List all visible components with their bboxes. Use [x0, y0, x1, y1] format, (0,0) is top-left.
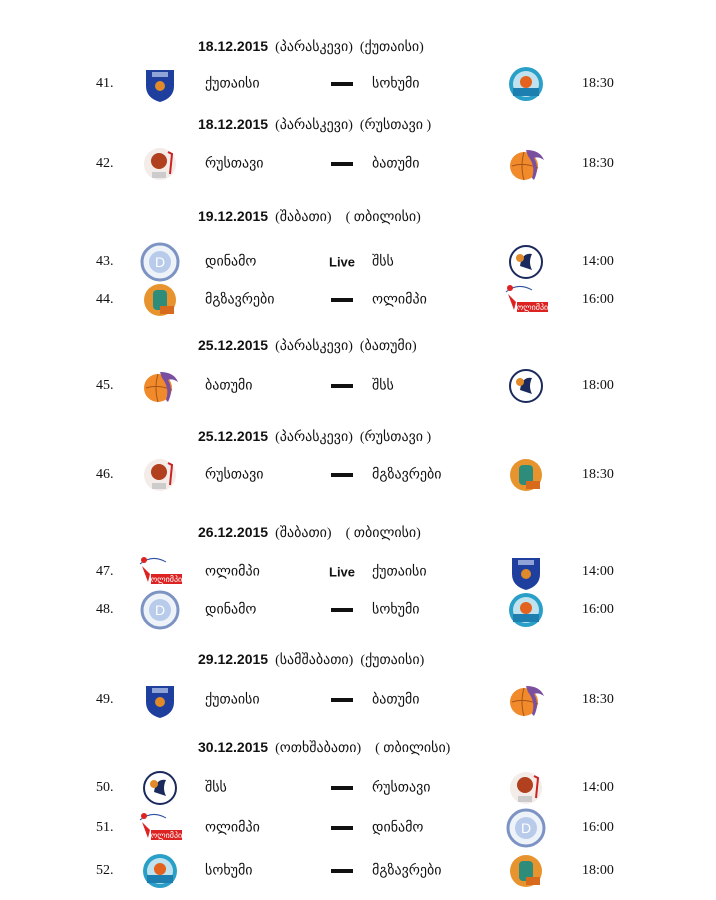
dinamo-logo-icon: [138, 590, 182, 630]
date-header: [198, 739, 450, 757]
match-date: 18.12.2015: [198, 116, 269, 132]
kickoff-time: 16:00: [582, 820, 614, 835]
home-team-name: დინამო: [205, 254, 257, 270]
live-label: Live: [329, 254, 356, 270]
home-team-name: ოლიმპი: [205, 564, 260, 580]
svg-text:ოლიმპი: ოლიმპი: [516, 303, 548, 312]
match-number: 43.: [96, 254, 114, 269]
match-date: 25.12.2015: [198, 428, 269, 444]
venue-city: (ბათუმი): [359, 339, 417, 354]
home-team-name: სოხუმი: [205, 863, 253, 879]
kickoff-time: 14:00: [582, 780, 614, 795]
kickoff-time: 16:00: [582, 602, 614, 617]
svg-text:ოლიმპი: ოლიმპი: [150, 831, 182, 840]
versus-dash-icon: [331, 82, 353, 86]
date-header: [198, 337, 417, 355]
kickoff-time: 18:30: [582, 692, 614, 707]
away-team-name: რუსთავი: [372, 780, 431, 796]
mgzavrebi-logo-icon: [504, 851, 548, 891]
rustavi-logo-icon: [138, 455, 182, 495]
shss-logo-icon: [138, 768, 182, 808]
sokhumi-logo-icon: [138, 851, 182, 891]
rustavi-logo-icon: [138, 144, 182, 184]
match-number: 52.: [96, 863, 114, 878]
olimpi-logo-icon: [138, 808, 182, 848]
away-team-name: სოხუმი: [372, 602, 420, 618]
versus-dash-icon: [331, 698, 353, 702]
date-header: [198, 116, 431, 134]
rustavi-logo-icon: [504, 768, 548, 808]
kickoff-time: 18:00: [582, 863, 614, 878]
kickoff-time: 14:00: [582, 254, 614, 269]
kickoff-time: 14:00: [582, 564, 614, 579]
olimpi-logo-icon: [504, 280, 548, 320]
weekday: (სამშაბათი): [275, 653, 354, 668]
match-number: 46.: [96, 467, 114, 482]
svg-text:D: D: [154, 602, 166, 618]
away-team-name: ბათუმი: [372, 156, 420, 172]
home-team-name: რუსთავი: [205, 156, 264, 172]
mgzavrebi-logo-icon: [138, 280, 182, 320]
home-team-name: ქუთაისი: [205, 76, 260, 92]
away-team-name: მგზავრები: [372, 863, 442, 879]
batumi-logo-icon: [138, 366, 182, 406]
batumi-logo-icon: [504, 680, 548, 720]
batumi-logo-icon: [504, 144, 548, 184]
match-number: 47.: [96, 564, 114, 579]
venue-city: (რუსთავი ): [359, 118, 432, 133]
kickoff-time: 18:30: [582, 467, 614, 482]
match-number: 41.: [96, 76, 114, 91]
match-number: 44.: [96, 292, 114, 307]
mgzavrebi-logo-icon: [504, 455, 548, 495]
kutaisi-logo-icon: [138, 680, 182, 720]
weekday: (ოთხშაბათი): [275, 741, 362, 756]
kickoff-time: 18:00: [582, 378, 614, 393]
home-team-name: შსს: [205, 780, 227, 796]
home-team-name: დინამო: [205, 602, 257, 618]
venue-city: (რუსთავი ): [359, 430, 432, 445]
match-number: 48.: [96, 602, 114, 617]
kickoff-time: 16:00: [582, 292, 614, 307]
versus-dash-icon: [331, 298, 353, 302]
away-team-name: შსს: [372, 254, 394, 270]
date-header: [198, 524, 421, 542]
weekday: (პარასკევი): [275, 40, 353, 55]
sokhumi-logo-icon: [504, 64, 548, 104]
match-date: 18.12.2015: [198, 38, 269, 54]
versus-dash-icon: [331, 826, 353, 830]
kutaisi-logo-icon: [504, 552, 548, 592]
sokhumi-logo-icon: [504, 590, 548, 630]
date-header: [198, 208, 421, 226]
kickoff-time: 18:30: [582, 76, 614, 91]
weekday: (პარასკევი): [275, 339, 353, 354]
kickoff-time: 18:30: [582, 156, 614, 171]
home-team-name: ოლიმპი: [205, 820, 260, 836]
versus-dash-icon: [331, 162, 353, 166]
kutaisi-logo-icon: [138, 64, 182, 104]
away-team-name: შსს: [372, 378, 394, 394]
home-team-name: რუსთავი: [205, 467, 264, 483]
home-team-name: ქუთაისი: [205, 692, 260, 708]
match-number: 45.: [96, 378, 114, 393]
venue-city: ( თბილისი): [338, 526, 421, 541]
weekday: (პარასკევი): [275, 118, 353, 133]
shss-logo-icon: [504, 242, 548, 282]
svg-text:ოლიმპი: ოლიმპი: [150, 575, 182, 584]
away-team-name: ოლიმპი: [372, 292, 427, 308]
venue-city: ( თბილისი): [338, 210, 421, 225]
home-team-name: მგზავრები: [205, 292, 275, 308]
match-date: 19.12.2015: [198, 208, 269, 224]
versus-dash-icon: [331, 473, 353, 477]
live-label: Live: [329, 564, 356, 580]
weekday: (შაბათი): [275, 526, 332, 541]
venue-city: (ქუთაისი): [360, 653, 425, 668]
olimpi-logo-icon: [138, 552, 182, 592]
date-header: [198, 38, 424, 56]
away-team-name: დინამო: [372, 820, 424, 836]
weekday: (შაბათი): [275, 210, 332, 225]
match-date: 29.12.2015: [198, 651, 269, 667]
date-header: [198, 651, 424, 669]
dinamo-logo-icon: [138, 242, 182, 282]
match-date: 25.12.2015: [198, 337, 269, 353]
dinamo-logo-icon: [504, 808, 548, 848]
away-team-name: მგზავრები: [372, 467, 442, 483]
away-team-name: ქუთაისი: [372, 564, 427, 580]
match-number: 51.: [96, 820, 114, 835]
svg-text:D: D: [154, 254, 166, 270]
versus-dash-icon: [331, 608, 353, 612]
match-number: 42.: [96, 156, 114, 171]
shss-logo-icon: [504, 366, 548, 406]
away-team-name: სოხუმი: [372, 76, 420, 92]
svg-text:D: D: [520, 820, 532, 836]
versus-dash-icon: [331, 384, 353, 388]
weekday: (პარასკევი): [275, 430, 353, 445]
home-team-name: ბათუმი: [205, 378, 253, 394]
versus-dash-icon: [331, 786, 353, 790]
match-number: 49.: [96, 692, 114, 707]
away-team-name: ბათუმი: [372, 692, 420, 708]
match-number: 50.: [96, 780, 114, 795]
versus-dash-icon: [331, 869, 353, 873]
match-date: 30.12.2015: [198, 739, 269, 755]
date-header: [198, 428, 431, 446]
venue-city: ( თბილისი): [368, 741, 451, 756]
venue-city: (ქუთაისი): [359, 40, 424, 55]
match-date: 26.12.2015: [198, 524, 269, 540]
